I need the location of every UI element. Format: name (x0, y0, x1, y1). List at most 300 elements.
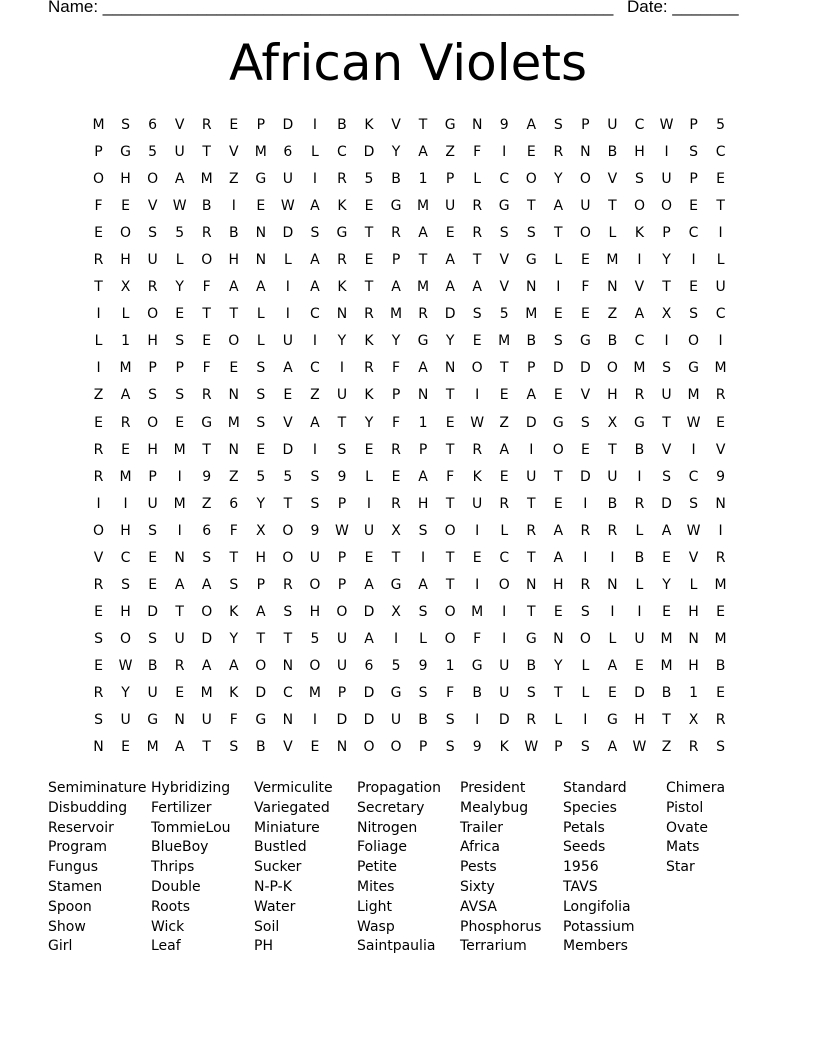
grid-letter[interactable]: S (283, 603, 293, 620)
grid-letter[interactable]: I (691, 441, 696, 458)
grid-letter[interactable]: K (364, 117, 374, 133)
grid-letter[interactable]: E (283, 387, 293, 404)
grid-letter[interactable]: F (229, 712, 238, 729)
grid-letter[interactable]: E (148, 576, 158, 593)
grid-letter[interactable]: H (120, 522, 131, 539)
grid-letter[interactable]: P (337, 576, 347, 593)
grid-letter[interactable]: G (390, 684, 402, 701)
grid-letter[interactable]: U (472, 495, 483, 512)
grid-letter[interactable]: 5 (175, 225, 185, 242)
grid-letter[interactable]: G (579, 333, 591, 350)
grid-letter[interactable]: 1 (445, 657, 455, 674)
grid-letter[interactable]: T (202, 144, 211, 161)
grid-letter[interactable]: K (499, 739, 509, 756)
grid-letter[interactable]: 6 (148, 117, 158, 133)
grid-letter[interactable]: T (418, 252, 428, 269)
grid-letter[interactable]: X (256, 522, 266, 539)
grid-letter[interactable]: N (417, 387, 429, 404)
grid-letter[interactable]: L (581, 684, 590, 701)
grid-letter[interactable]: H (309, 603, 321, 620)
grid-letter[interactable]: M (119, 360, 132, 377)
grid-letter[interactable]: Y (175, 279, 184, 296)
grid-letter[interactable]: W (280, 198, 295, 215)
grid-letter[interactable]: Z (499, 414, 510, 431)
grid-letter[interactable]: U (147, 495, 158, 512)
grid-letter[interactable]: M (660, 630, 673, 647)
grid-letter[interactable]: R (337, 171, 347, 188)
grid-letter[interactable]: S (662, 468, 671, 485)
grid-letter[interactable]: R (526, 712, 537, 729)
grid-letter[interactable]: I (475, 712, 480, 729)
grid-letter[interactable]: I (366, 495, 372, 512)
grid-letter[interactable]: 6 (202, 522, 212, 539)
grid-letter[interactable]: S (229, 576, 239, 593)
grid-letter[interactable]: K (337, 198, 347, 215)
grid-letter[interactable]: T (364, 225, 374, 242)
grid-letter[interactable]: I (502, 630, 507, 647)
grid-letter[interactable]: A (553, 198, 564, 215)
grid-letter[interactable]: G (525, 252, 537, 269)
grid-letter[interactable]: R (147, 279, 158, 296)
grid-letter[interactable]: N (174, 712, 185, 729)
grid-letter[interactable]: W (686, 522, 701, 539)
grid-letter[interactable]: M (92, 117, 105, 133)
grid-letter[interactable]: T (554, 225, 563, 242)
grid-letter[interactable]: G (444, 117, 456, 133)
grid-letter[interactable]: M (606, 252, 619, 269)
grid-letter[interactable]: S (526, 225, 536, 242)
grid-letter[interactable]: S (716, 739, 726, 756)
grid-letter[interactable]: S (499, 225, 509, 242)
grid-letter[interactable]: L (283, 252, 292, 269)
grid-letter[interactable]: E (716, 414, 726, 431)
grid-letter[interactable]: V (174, 117, 185, 133)
grid-letter[interactable]: U (445, 198, 456, 215)
grid-letter[interactable]: M (173, 495, 186, 512)
grid-letter[interactable]: H (255, 549, 267, 566)
grid-letter[interactable]: S (580, 603, 590, 620)
grid-letter[interactable]: V (147, 198, 158, 215)
grid-letter[interactable]: S (148, 225, 158, 242)
grid-letter[interactable]: M (146, 739, 159, 756)
grid-letter[interactable]: U (526, 468, 537, 485)
grid-letter[interactable]: V (283, 739, 293, 756)
grid-letter[interactable]: E (445, 225, 455, 242)
grid-letter[interactable]: X (607, 414, 618, 431)
grid-letter[interactable]: U (336, 657, 348, 674)
grid-letter[interactable]: V (715, 441, 726, 458)
grid-letter[interactable]: P (337, 684, 347, 701)
grid-letter[interactable]: S (689, 495, 698, 512)
grid-letter[interactable]: I (475, 387, 480, 404)
grid-letter[interactable]: T (662, 712, 671, 729)
grid-letter[interactable]: I (312, 171, 317, 188)
grid-letter[interactable]: R (472, 198, 483, 215)
grid-letter[interactable]: 9 (418, 657, 428, 674)
grid-letter[interactable]: N (715, 495, 726, 512)
grid-letter[interactable]: P (581, 117, 590, 133)
grid-letter[interactable]: M (254, 144, 267, 161)
grid-letter[interactable]: O (255, 657, 267, 674)
grid-letter[interactable]: L (635, 522, 644, 539)
grid-letter[interactable]: P (418, 441, 428, 458)
grid-letter[interactable]: T (445, 495, 455, 512)
grid-letter[interactable]: V (661, 441, 672, 458)
grid-letter[interactable]: T (175, 603, 184, 620)
grid-letter[interactable]: R (580, 576, 591, 593)
grid-letter[interactable]: B (418, 712, 428, 729)
grid-letter[interactable]: S (310, 225, 320, 242)
grid-letter[interactable]: G (147, 712, 159, 729)
grid-letter[interactable]: T (499, 360, 509, 377)
grid-letter[interactable]: U (715, 279, 726, 296)
grid-letter[interactable]: A (174, 739, 185, 756)
grid-letter[interactable]: R (688, 739, 699, 756)
grid-letter[interactable]: I (664, 144, 669, 161)
grid-letter[interactable]: M (714, 360, 727, 377)
grid-letter[interactable]: A (418, 360, 428, 377)
grid-letter[interactable]: A (553, 522, 564, 539)
grid-letter[interactable]: G (336, 225, 348, 242)
grid-letter[interactable]: H (634, 712, 645, 729)
grid-letter[interactable]: O (444, 603, 456, 620)
grid-letter[interactable]: T (364, 279, 374, 296)
grid-letter[interactable]: A (174, 576, 185, 593)
grid-letter[interactable]: G (471, 657, 483, 674)
grid-letter[interactable]: L (581, 657, 590, 674)
grid-letter[interactable]: S (121, 117, 131, 133)
grid-letter[interactable]: C (282, 684, 293, 701)
grid-letter[interactable]: C (634, 333, 645, 350)
grid-letter[interactable]: I (96, 306, 101, 323)
grid-letter[interactable]: T (445, 387, 455, 404)
grid-letter[interactable]: A (228, 657, 239, 674)
grid-letter[interactable]: C (499, 549, 510, 566)
grid-letter[interactable]: W (686, 414, 701, 431)
grid-letter[interactable]: P (445, 171, 455, 188)
grid-letter[interactable]: G (688, 360, 699, 377)
grid-letter[interactable]: D (147, 603, 158, 620)
grid-letter[interactable]: E (472, 549, 482, 566)
grid-letter[interactable]: G (634, 414, 645, 431)
grid-letter[interactable]: R (715, 549, 726, 566)
grid-letter[interactable]: B (634, 549, 645, 566)
grid-letter[interactable]: O (282, 522, 294, 539)
grid-letter[interactable]: M (714, 576, 727, 593)
grid-letter[interactable]: I (123, 495, 128, 512)
grid-letter[interactable]: S (526, 684, 536, 701)
grid-letter[interactable]: T (229, 549, 239, 566)
grid-letter[interactable]: A (174, 171, 185, 188)
grid-letter[interactable]: X (688, 712, 699, 729)
grid-letter[interactable]: 5 (391, 657, 401, 674)
grid-letter[interactable]: D (525, 414, 537, 431)
grid-letter[interactable]: U (147, 252, 158, 269)
grid-letter[interactable]: B (147, 657, 158, 674)
grid-letter[interactable]: Y (121, 684, 130, 701)
grid-letter[interactable]: Z (310, 387, 320, 404)
grid-letter[interactable]: S (148, 387, 158, 404)
grid-letter[interactable]: O (147, 306, 159, 323)
grid-letter[interactable]: L (365, 468, 373, 485)
grid-letter[interactable]: R (607, 522, 618, 539)
grid-letter[interactable]: H (147, 441, 158, 458)
grid-letter[interactable]: X (391, 603, 401, 620)
grid-letter[interactable]: O (120, 630, 132, 647)
grid-letter[interactable]: D (336, 712, 348, 729)
grid-letter[interactable]: L (500, 522, 509, 539)
grid-letter[interactable]: I (529, 441, 534, 458)
grid-letter[interactable]: Y (554, 657, 563, 674)
grid-letter[interactable]: O (498, 576, 510, 593)
grid-letter[interactable]: I (637, 603, 642, 620)
grid-letter[interactable]: Y (662, 576, 671, 593)
grid-letter[interactable]: P (148, 360, 157, 377)
grid-letter[interactable]: E (499, 468, 509, 485)
grid-letter[interactable]: E (662, 549, 671, 566)
grid-letter[interactable]: P (337, 495, 347, 512)
grid-letter[interactable]: W (172, 198, 187, 215)
grid-letter[interactable]: I (718, 225, 723, 242)
grid-letter[interactable]: U (120, 712, 131, 729)
grid-letter[interactable]: T (337, 414, 347, 431)
grid-letter[interactable]: 9 (716, 468, 726, 485)
grid-letter[interactable]: M (200, 171, 213, 188)
grid-letter[interactable]: 1 (121, 333, 131, 350)
grid-letter[interactable]: R (391, 225, 401, 242)
grid-letter[interactable]: P (554, 739, 563, 756)
grid-letter[interactable]: H (634, 144, 645, 161)
grid-letter[interactable]: U (499, 657, 510, 674)
grid-letter[interactable]: L (554, 252, 563, 269)
grid-letter[interactable]: M (417, 279, 430, 296)
grid-letter[interactable]: E (175, 306, 185, 323)
grid-letter[interactable]: W (524, 739, 539, 756)
grid-letter[interactable]: H (228, 252, 240, 269)
grid-letter[interactable]: F (392, 414, 401, 431)
grid-letter[interactable]: Y (337, 333, 347, 350)
grid-letter[interactable]: R (526, 522, 537, 539)
grid-letter[interactable]: Y (662, 252, 671, 269)
grid-letter[interactable]: T (202, 441, 211, 458)
grid-letter[interactable]: P (256, 117, 266, 133)
grid-letter[interactable]: Z (445, 144, 455, 161)
grid-letter[interactable]: 1 (689, 684, 699, 701)
grid-letter[interactable]: E (148, 549, 158, 566)
grid-letter[interactable]: 1 (418, 171, 428, 188)
grid-letter[interactable]: L (554, 712, 563, 729)
grid-letter[interactable]: W (335, 522, 349, 539)
grid-letter[interactable]: E (229, 117, 239, 133)
grid-letter[interactable]: 5 (148, 144, 158, 161)
grid-letter[interactable]: Y (391, 333, 401, 350)
grid-letter[interactable]: M (173, 441, 186, 458)
grid-letter[interactable]: N (336, 739, 348, 756)
grid-letter[interactable]: S (689, 144, 698, 161)
grid-letter[interactable]: L (689, 576, 698, 593)
grid-letter[interactable]: E (364, 549, 374, 566)
grid-letter[interactable]: O (336, 603, 348, 620)
grid-letter[interactable]: D (363, 603, 375, 620)
grid-letter[interactable]: S (94, 630, 103, 647)
grid-letter[interactable]: S (175, 387, 185, 404)
grid-letter[interactable]: A (310, 279, 320, 296)
grid-letter[interactable]: C (715, 144, 726, 161)
grid-letter[interactable]: T (662, 279, 671, 296)
grid-letter[interactable]: O (444, 630, 456, 647)
grid-letter[interactable]: S (121, 576, 131, 593)
grid-letter[interactable]: W (118, 657, 133, 674)
grid-letter[interactable]: R (418, 306, 428, 323)
grid-letter[interactable]: T (283, 495, 293, 512)
grid-letter[interactable]: A (472, 279, 482, 296)
grid-letter[interactable]: M (200, 684, 213, 701)
grid-letter[interactable]: A (418, 144, 428, 161)
grid-letter[interactable]: I (502, 144, 507, 161)
grid-letter[interactable]: I (583, 549, 588, 566)
grid-letter[interactable]: L (608, 630, 617, 647)
grid-letter[interactable]: I (583, 712, 588, 729)
grid-letter[interactable]: I (475, 522, 480, 539)
grid-letter[interactable]: A (256, 603, 266, 620)
grid-letter[interactable]: P (689, 171, 698, 188)
grid-letter[interactable]: E (553, 387, 563, 404)
grid-letter[interactable]: O (363, 739, 375, 756)
grid-letter[interactable]: D (661, 495, 672, 512)
grid-letter[interactable]: T (229, 306, 239, 323)
grid-letter[interactable]: G (255, 712, 267, 729)
grid-letter[interactable]: A (201, 576, 212, 593)
grid-letter[interactable]: A (310, 252, 320, 269)
grid-letter[interactable]: E (553, 495, 563, 512)
grid-letter[interactable]: O (525, 171, 537, 188)
grid-letter[interactable]: D (282, 441, 294, 458)
grid-letter[interactable]: O (309, 657, 321, 674)
grid-letter[interactable]: H (417, 495, 429, 512)
grid-letter[interactable]: A (553, 549, 564, 566)
grid-letter[interactable]: F (229, 522, 238, 539)
grid-letter[interactable]: E (689, 198, 698, 215)
grid-letter[interactable]: D (282, 225, 294, 242)
grid-letter[interactable]: A (418, 576, 428, 593)
grid-letter[interactable]: I (718, 522, 723, 539)
grid-letter[interactable]: P (418, 739, 428, 756)
grid-letter[interactable]: U (580, 198, 591, 215)
grid-letter[interactable]: B (607, 333, 618, 350)
grid-letter[interactable]: X (391, 522, 401, 539)
grid-letter[interactable]: S (472, 306, 482, 323)
grid-letter[interactable]: M (389, 306, 403, 323)
grid-letter[interactable]: H (147, 333, 158, 350)
grid-letter[interactable]: H (688, 603, 699, 620)
grid-letter[interactable]: T (418, 117, 428, 133)
grid-letter[interactable]: R (472, 225, 483, 242)
grid-letter[interactable]: R (93, 252, 104, 269)
grid-letter[interactable]: I (312, 712, 317, 729)
grid-letter[interactable]: Z (661, 739, 672, 756)
grid-letter[interactable]: A (661, 522, 672, 539)
grid-letter[interactable]: C (499, 171, 510, 188)
grid-letter[interactable]: E (391, 468, 401, 485)
grid-letter[interactable]: I (312, 441, 317, 458)
grid-letter[interactable]: I (475, 576, 480, 593)
grid-letter[interactable]: S (310, 468, 320, 485)
grid-letter[interactable]: N (607, 576, 618, 593)
grid-letter[interactable]: O (633, 198, 645, 215)
grid-letter[interactable]: S (148, 630, 158, 647)
grid-letter[interactable]: F (392, 360, 401, 377)
grid-letter[interactable]: U (282, 333, 293, 350)
grid-letter[interactable]: T (662, 414, 671, 431)
grid-letter[interactable]: F (202, 279, 211, 296)
grid-letter[interactable]: P (256, 576, 266, 593)
grid-letter[interactable]: P (391, 387, 401, 404)
grid-letter[interactable]: M (714, 630, 727, 647)
grid-letter[interactable]: N (607, 279, 618, 296)
grid-letter[interactable]: A (445, 252, 455, 269)
grid-letter[interactable]: B (228, 225, 239, 242)
grid-letter[interactable]: I (718, 333, 723, 350)
grid-letter[interactable]: 5 (256, 468, 266, 485)
grid-letter[interactable]: A (607, 739, 618, 756)
grid-letter[interactable]: A (364, 576, 374, 593)
grid-letter[interactable]: T (716, 198, 725, 215)
grid-letter[interactable]: C (688, 468, 699, 485)
grid-letter[interactable]: 9 (202, 468, 212, 485)
grid-letter[interactable]: R (472, 441, 483, 458)
grid-letter[interactable]: I (177, 468, 182, 485)
grid-letter[interactable]: M (498, 333, 511, 350)
grid-letter[interactable]: D (363, 144, 375, 161)
grid-letter[interactable]: S (418, 603, 428, 620)
grid-letter[interactable]: N (255, 225, 267, 242)
grid-letter[interactable]: B (634, 441, 645, 458)
grid-letter[interactable]: I (691, 252, 696, 269)
grid-letter[interactable]: E (580, 441, 590, 458)
grid-letter[interactable]: N (255, 252, 267, 269)
grid-letter[interactable]: P (391, 252, 401, 269)
grid-letter[interactable]: H (120, 603, 131, 620)
grid-letter[interactable]: P (337, 549, 347, 566)
grid-letter[interactable]: T (526, 495, 536, 512)
grid-letter[interactable]: T (445, 441, 455, 458)
grid-letter[interactable]: O (93, 171, 105, 188)
grid-letter[interactable]: L (121, 306, 130, 323)
grid-letter[interactable]: A (418, 468, 428, 485)
grid-letter[interactable]: S (635, 171, 644, 188)
grid-letter[interactable]: E (364, 441, 374, 458)
grid-letter[interactable]: U (363, 522, 375, 539)
grid-letter[interactable]: I (96, 495, 101, 512)
grid-letter[interactable]: S (580, 739, 590, 756)
grid-letter[interactable]: Z (201, 495, 212, 512)
grid-letter[interactable]: N (526, 279, 537, 296)
grid-letter[interactable]: E (121, 739, 130, 756)
grid-letter[interactable]: R (634, 495, 645, 512)
grid-letter[interactable]: Y (256, 495, 266, 512)
grid-letter[interactable]: I (285, 306, 290, 323)
grid-letter[interactable]: E (662, 603, 671, 620)
grid-letter[interactable]: E (256, 198, 266, 215)
grid-letter[interactable]: K (229, 684, 239, 701)
grid-letter[interactable]: C (310, 360, 320, 377)
grid-letter[interactable]: A (526, 117, 537, 133)
grid-letter[interactable]: B (526, 333, 537, 350)
grid-letter[interactable]: U (174, 630, 185, 647)
grid-letter[interactable]: V (580, 387, 591, 404)
grid-letter[interactable]: M (471, 603, 484, 620)
grid-letter[interactable]: B (607, 144, 618, 161)
